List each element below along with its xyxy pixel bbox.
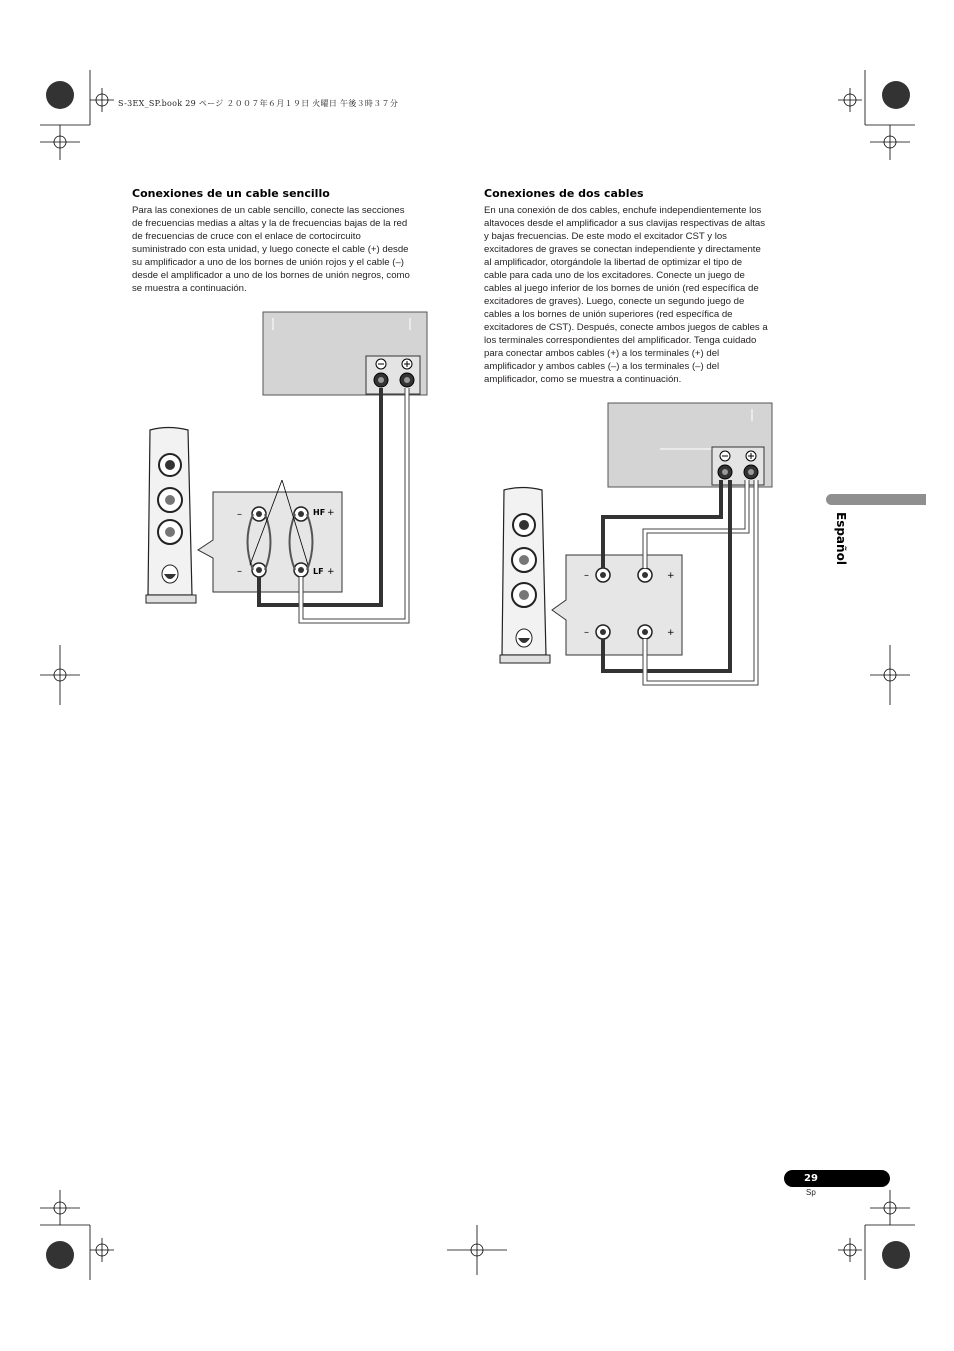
crosshair-mark xyxy=(90,1238,114,1262)
terminal-plus-label: + xyxy=(667,628,675,638)
paragraph-line: desde el amplificador a uno de los bornes de unión negros, como xyxy=(132,270,410,281)
crosshair-mark xyxy=(40,125,80,160)
crosshair-mark xyxy=(838,88,862,112)
corner-target-bottom-left xyxy=(46,1241,74,1269)
paragraph-line: amplificador, como se muestra a continuación. xyxy=(484,374,682,385)
paragraph-line: su amplificador a uno de los bornes de unión rojos y el cable (–) xyxy=(132,257,404,268)
crosshair-mark xyxy=(838,1238,862,1262)
terminal-minus-label: – xyxy=(237,509,242,520)
speaker-tower-icon xyxy=(146,428,196,604)
paragraph-line: de frecuencias de cruce con el enlace de cortocircuito xyxy=(132,231,361,242)
terminal-plus-label: + xyxy=(327,567,335,577)
paragraph-line: excitadores de CST). Después, conecte ambos juegos de cables a xyxy=(484,322,768,333)
speaker-tower-icon xyxy=(500,488,550,664)
language-label: Español xyxy=(834,512,848,565)
crosshair-mark xyxy=(870,125,910,160)
page-language-code: Sp xyxy=(806,1188,816,1197)
terminal-plus-label: + xyxy=(327,508,335,518)
crosshair-mark xyxy=(447,1225,507,1275)
paragraph-line: los terminales correspondientes del amplificador. Tenga cuidado xyxy=(484,335,757,346)
paragraph-line: excitadores de graves). Luego, conecte un segundo juego de xyxy=(484,296,745,307)
paragraph-line: cables a los bornes de unión superiores (red específica de xyxy=(484,309,733,320)
double-cable-diagram xyxy=(490,395,780,690)
terminal-plus-label: + xyxy=(667,571,675,581)
corner-target-top-left xyxy=(46,81,74,109)
single-cable-paragraph xyxy=(132,204,452,295)
double-cable-paragraph xyxy=(484,204,804,386)
paragraph-line: Para las conexiones de un cable sencillo, conecte las secciones xyxy=(132,205,405,216)
crosshair-mark xyxy=(870,645,910,705)
terminal-minus-label: – xyxy=(584,627,589,638)
crosshair-mark xyxy=(870,1190,910,1225)
paragraph-line: altavoces desde el amplificador a sus clavijas respectivas de altas xyxy=(484,218,766,229)
crosshair-mark xyxy=(40,645,80,705)
paragraph-line: excitadores de graves se conectan independiente y directamente xyxy=(484,244,761,255)
corner-target-bottom-right xyxy=(882,1241,910,1269)
speaker-terminal-callout xyxy=(552,555,682,655)
hf-label: HF xyxy=(313,508,326,517)
paragraph-line: al amplificador, otorgándole la libertad de optimizar el tipo de xyxy=(484,257,743,268)
paragraph-line: cables al juego inferior de los bornes de unión (red específica de xyxy=(484,283,759,294)
page-number-badge: 29 xyxy=(784,1170,890,1187)
paragraph-line: para conectar ambos cables (+) a los terminales (+) del xyxy=(484,348,720,359)
terminal-minus-label: – xyxy=(237,566,242,577)
terminal-minus-label: – xyxy=(584,570,589,581)
paragraph-line: cable para cada uno de los excitadores. Conecte un juego de xyxy=(484,270,745,281)
double-cable-heading: Conexiones de dos cables xyxy=(484,187,644,200)
lf-label: LF xyxy=(313,567,324,576)
crosshair-mark xyxy=(40,1190,80,1225)
paragraph-line: se muestra a continuación. xyxy=(132,283,247,294)
paragraph-line: y bajas frecuencias. De este modo el excitador CST y los xyxy=(484,231,727,242)
paragraph-line: amplificador y ambos cables (–) a los terminales (–) del xyxy=(484,361,720,372)
single-cable-heading: Conexiones de un cable sencillo xyxy=(132,187,330,200)
corner-target-top-right xyxy=(882,81,910,109)
paragraph-line: de frecuencias medias a altas y la de frecuencias bajas de la red xyxy=(132,218,408,229)
single-cable-diagram xyxy=(130,300,450,630)
language-side-tab xyxy=(826,494,926,505)
amplifier-terminal-plate xyxy=(712,447,764,485)
print-header-line: S-3EX_SP.book 29 ページ ２００７年６月１９日 火曜日 午後３時３７分 xyxy=(118,99,399,108)
paragraph-line: suministrado con esta unidad, y luego conecte el cable (+) desde xyxy=(132,244,409,255)
paragraph-line: En una conexión de dos cables, enchufe independientemente los xyxy=(484,205,762,216)
crosshair-mark xyxy=(90,88,114,112)
